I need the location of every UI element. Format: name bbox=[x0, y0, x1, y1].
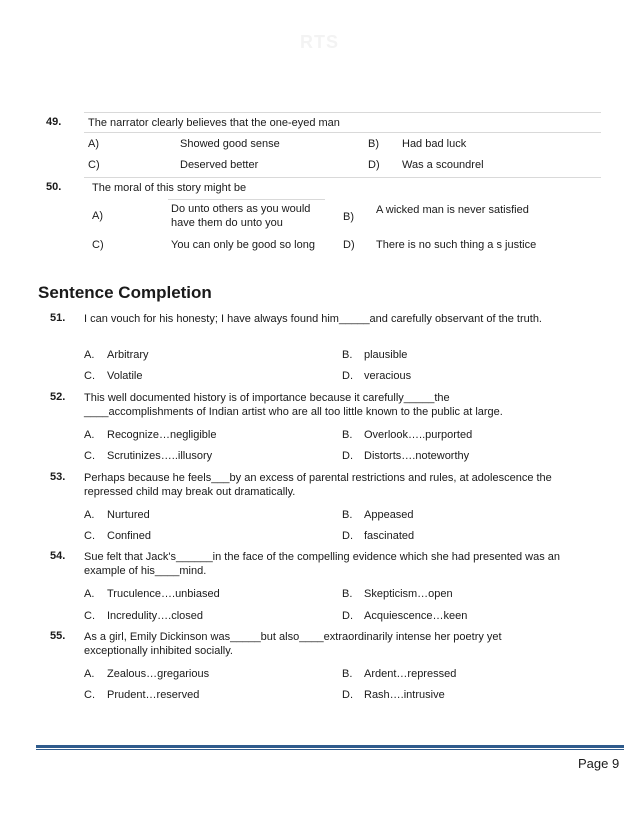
option-text: Scrutinizes…..illusory bbox=[107, 450, 213, 462]
option-letter: D. bbox=[342, 689, 353, 701]
page-number-value: 9 bbox=[612, 756, 620, 771]
option-letter: A. bbox=[84, 429, 95, 441]
question-stem: The moral of this story might be bbox=[92, 182, 247, 194]
option-text: Rash….intrusive bbox=[364, 689, 445, 701]
option-letter: B. bbox=[342, 588, 353, 600]
option-letter: A. bbox=[84, 588, 95, 600]
section-heading: Sentence Completion bbox=[38, 283, 212, 302]
option-text: Volatile bbox=[107, 370, 143, 382]
option-letter: B) bbox=[368, 138, 379, 150]
option-letter: C) bbox=[92, 239, 104, 251]
question-number: 54. bbox=[50, 550, 66, 562]
option-text: fascinated bbox=[364, 530, 415, 542]
question-stem: The narrator clearly believes that the one-eyed man bbox=[88, 117, 340, 129]
option-letter: A. bbox=[84, 668, 95, 680]
option-text: veracious bbox=[364, 370, 412, 382]
option-text: Acquiescence…keen bbox=[364, 610, 468, 622]
question-stem: I can vouch for his honesty; I have always found him_____and carefully observant of the truth. bbox=[84, 313, 542, 325]
option-text: Had bad luck bbox=[402, 138, 467, 150]
option-text: A wicked man is never satisfied bbox=[376, 204, 529, 216]
option-letter: B. bbox=[342, 509, 353, 521]
page-label: Page bbox=[578, 756, 609, 771]
option-text: Showed good sense bbox=[180, 138, 280, 150]
table-rule bbox=[84, 112, 601, 113]
table-rule bbox=[84, 177, 601, 178]
option-letter: D) bbox=[343, 239, 355, 251]
option-letter: D. bbox=[342, 370, 353, 382]
option-text: plausible bbox=[364, 349, 408, 361]
option-text: Skepticism…open bbox=[364, 588, 453, 600]
option-letter: C. bbox=[84, 450, 95, 462]
question-number: 52. bbox=[50, 391, 66, 403]
option-letter: B. bbox=[342, 668, 353, 680]
question-stem: Sue felt that Jack's______in the face of the compelling evidence which she had presented was an example of his____mind. bbox=[84, 551, 561, 577]
option-text: Distorts….noteworthy bbox=[364, 450, 470, 462]
option-text: Recognize…negligible bbox=[107, 429, 217, 441]
page-number bbox=[578, 756, 619, 771]
option-letter: B. bbox=[342, 349, 353, 361]
option-text: Ardent…repressed bbox=[364, 668, 457, 680]
option-letter: B) bbox=[343, 211, 354, 223]
option-letter: A. bbox=[84, 349, 95, 361]
option-text: Arbitrary bbox=[107, 349, 149, 361]
option-letter: D. bbox=[342, 450, 353, 462]
option-text: Appeased bbox=[364, 509, 414, 521]
option-letter: A. bbox=[84, 509, 95, 521]
option-letter: C. bbox=[84, 610, 95, 622]
question-number: 49. bbox=[46, 116, 62, 128]
option-text: Was a scoundrel bbox=[402, 159, 484, 171]
question-stem: Perhaps because he feels___by an excess of parental restrictions and rules, at adolescence the repressed child may break out dramatically. bbox=[84, 472, 552, 498]
option-text: You can only be good so long bbox=[171, 239, 315, 251]
question-number: 53. bbox=[50, 471, 66, 483]
table-rule bbox=[84, 132, 601, 133]
option-text: Zealous…gregarious bbox=[107, 668, 210, 680]
option-text: Truculence….unbiased bbox=[107, 588, 220, 600]
option-text: Do unto others as you would have them do unto you bbox=[171, 203, 311, 229]
option-text: Prudent…reserved bbox=[107, 689, 200, 701]
option-letter: C. bbox=[84, 530, 95, 542]
option-text: Deserved better bbox=[180, 159, 259, 171]
option-text: Incredulity….closed bbox=[107, 610, 203, 622]
question-stem: As a girl, Emily Dickinson was_____but also____extraordinarily intense her poetry yet exceptionally inhibited socially. bbox=[84, 631, 502, 657]
option-letter: A) bbox=[88, 138, 99, 150]
footer-rule-thin bbox=[36, 749, 624, 750]
option-letter: A) bbox=[92, 210, 103, 222]
table-rule bbox=[168, 199, 325, 200]
option-letter: C. bbox=[84, 689, 95, 701]
option-letter: C. bbox=[84, 370, 95, 382]
option-letter: D. bbox=[342, 530, 353, 542]
question-number: 50. bbox=[46, 181, 62, 193]
option-text: Overlook…..purported bbox=[364, 429, 473, 441]
option-letter: B. bbox=[342, 429, 353, 441]
option-text: Confined bbox=[107, 530, 152, 542]
option-letter: C) bbox=[88, 159, 100, 171]
question-stem: This well documented history is of importance because it carefully_____the ____accomplishments of Indian artist who are all too little known to the public at large. bbox=[84, 392, 503, 418]
option-text: Nurtured bbox=[107, 509, 150, 521]
watermark: RTS bbox=[300, 32, 339, 52]
question-number: 51. bbox=[50, 312, 66, 324]
option-letter: D) bbox=[368, 159, 380, 171]
option-text: There is no such thing a s justice bbox=[376, 239, 537, 251]
option-letter: D. bbox=[342, 610, 353, 622]
question-number: 55. bbox=[50, 630, 66, 642]
footer-rule bbox=[36, 745, 624, 748]
